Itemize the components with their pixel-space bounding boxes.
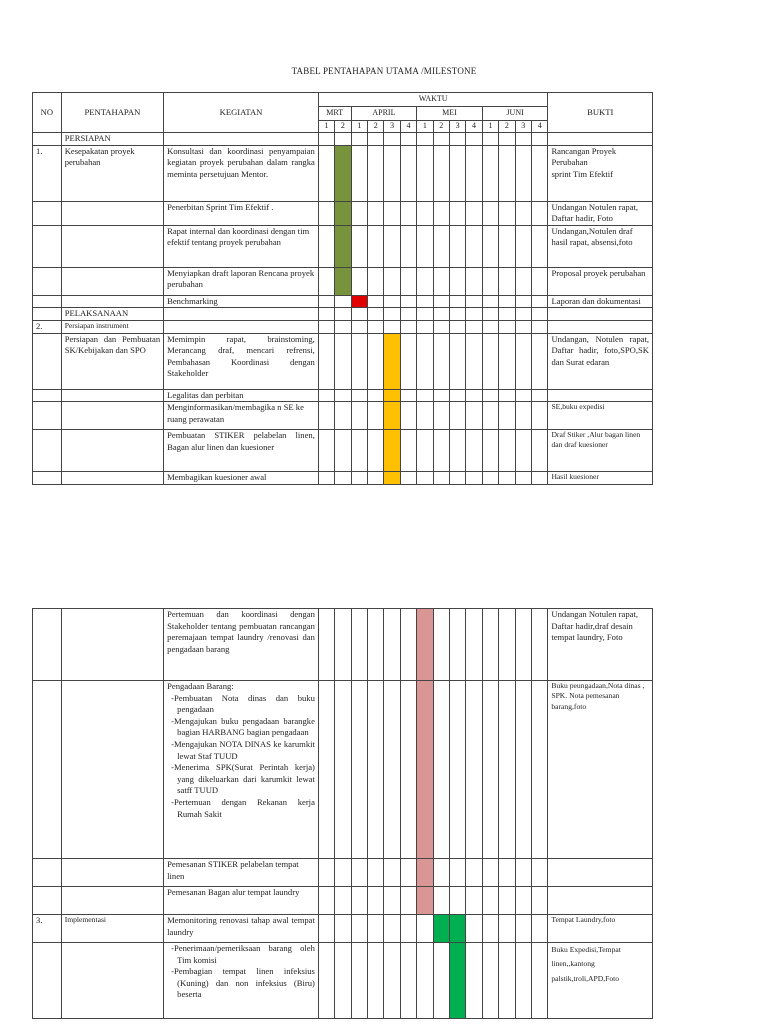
week-cell: 2 [499, 121, 515, 133]
evidence-cell: Buku peungadaan,Nota dinas , SPK. Nota pemesanan barang,foto [548, 681, 653, 859]
activity-cell: Pemesanan Bagan alur tempat laundry [164, 887, 319, 915]
gantt-bar [417, 859, 433, 887]
phase-cell: Persiapan dan Pembuatan SK/Kebijakan dan SPO [61, 333, 163, 389]
gantt-bar [417, 887, 433, 915]
gantt-bar [384, 472, 400, 485]
activity-cell: Pemesanan STIKER pelabelan tempat linen [164, 859, 319, 887]
milestone-table-2 [32, 608, 653, 1019]
week-cell: 1 [482, 121, 498, 133]
activity-cell: Menginformasikan/membagika n SE ke ruang perawatan [164, 402, 319, 430]
activity-cell: -Penerimaan/pemeriksaan barang oleh Tim komisi -Pembagian tempat linen infeksius (Kuning) dan non infeksius (Biru) beserta [164, 943, 319, 1019]
activity-cell: Pertemuan dan koordinasi dengan Stakeholder tentang pembuatan rancangan peremajaan tempat laundry /renovasi dan pengadaan barang [164, 609, 319, 681]
activity-cell: Memonitoring renovasi tahap awal tempat laundry [164, 915, 319, 943]
activity-cell: Pembuatan STIKER pelabelan linen, Bagan alur linen dan kuesioner [164, 430, 319, 472]
header-bukti: BUKTI [548, 93, 653, 133]
week-cell: 4 [531, 121, 548, 133]
week-cell: 3 [384, 121, 400, 133]
activity-cell: Menyiapkan draft laporan Rencana proyek perubahan [164, 267, 319, 295]
gantt-bar [335, 145, 351, 201]
section-persiapan: PERSIAPAN [61, 133, 163, 146]
row-number: 1. [33, 145, 62, 201]
gantt-bar [351, 295, 367, 308]
week-cell: 2 [335, 121, 351, 133]
gantt-bar [417, 609, 433, 681]
gantt-bar [384, 402, 400, 430]
week-cell: 4 [400, 121, 416, 133]
header-pentahapan: PENTAHAPAN [61, 93, 163, 133]
row-number: 3. [33, 915, 62, 943]
gantt-bar [384, 333, 400, 389]
week-cell: 2 [368, 121, 384, 133]
gantt-bar [450, 943, 466, 1019]
evidence-cell: SE,buku expedisi [548, 402, 653, 430]
week-cell: 1 [417, 121, 433, 133]
week-cell: 2 [433, 121, 449, 133]
activity-cell: Konsultasi dan koordinasi penyampaian kegiatan proyek perubahan dalam rangka meminta persetujuan Mentor. [164, 145, 319, 201]
gantt-bar [335, 201, 351, 225]
week-cell: 3 [449, 121, 465, 133]
month-juni: JUNI [482, 107, 548, 121]
week-cell: 1 [318, 121, 334, 133]
evidence-cell: Buku Expedisi,Tempat linen,,kantong palstik,troli,APD,Foto [548, 943, 653, 1019]
evidence-cell: Undangan Notulen rapat, Daftar hadir,draf desain tempat laundry, Foto [548, 609, 653, 681]
activity-cell: Benchmarking [164, 295, 319, 308]
milestone-table-1 [32, 92, 653, 485]
gantt-bar [384, 389, 400, 402]
header-kegiatan: KEGIATAN [164, 93, 319, 133]
evidence-cell: Undangan Notulen rapat, Daftar hadir, Foto [548, 201, 653, 225]
week-cell: 3 [515, 121, 531, 133]
evidence-cell: Tempat Laundry,foto [548, 915, 653, 943]
header-no: NO [33, 93, 62, 133]
activity-cell: Penerbitan Sprint Tim Efektif . [164, 201, 319, 225]
evidence-cell: Hasil kuesioner [548, 472, 653, 485]
evidence-cell: Undangan,Notulen draf hasil rapat, absensi,foto [548, 225, 653, 267]
month-mei: MEI [417, 107, 483, 121]
activity-cell: Rapat internal dan koordinasi dengan tim efektif tentang proyek perubahan [164, 225, 319, 267]
week-cell: 1 [351, 121, 367, 133]
gantt-bar [450, 915, 466, 943]
activity-cell: Membagikan kuesioner awal [164, 472, 319, 485]
month-april: APRIL [351, 107, 417, 121]
gantt-bar [335, 267, 351, 295]
phase-cell: Kesepakatan proyek perubahan [61, 145, 163, 201]
header-waktu: WAKTU [318, 93, 548, 107]
activity-cell: Legalitas dan perbitan [164, 389, 319, 402]
gantt-bar [335, 225, 351, 267]
activity-cell: Memimpin rapat, brainstoming, Merancang draf, mencari refrensi, Pembahasan Koordinasi dengan Stakeholder [164, 333, 319, 389]
row-number: 2. [33, 320, 62, 333]
gantt-bar [433, 915, 449, 943]
evidence-cell: Rancangan Proyek Perubahan sprint Tim Efektif [548, 145, 653, 201]
gantt-bar [417, 681, 433, 859]
phase-cell: Persiapan instrument [61, 320, 163, 333]
activity-cell: Pengadaan Barang: -Pembuatan Nota dinas dan buku pengadaan -Mengajukan buku pengadaan barangke bagian HARBANG bagian pengadaan -Mengajukan NOTA DINAS ke karumkit lewat Staf TUUD -Menerima SPK(Surat Perintah kerja) yang dikeluarkan dari karumkit lewat satff TUUD -Pertemuan dengan Rekanan kerja Rumah Sakit [164, 681, 319, 859]
page-title: TABEL PENTAHAPAN UTAMA /MILESTONE [291, 66, 477, 76]
month-mrt: MRT [318, 107, 351, 121]
section-pelaksanaan: PELAKSANAAN [61, 308, 163, 321]
evidence-cell: Undangan, Notulen rapat, Daftar hadir, foto,SPO,SK dan Surat edaran [548, 333, 653, 389]
week-cell: 4 [466, 121, 482, 133]
evidence-cell: Laporan dan dokumentasi [548, 295, 653, 308]
phase-cell: Implementasi [61, 915, 163, 943]
evidence-cell: Proposal proyek perubahan [548, 267, 653, 295]
evidence-cell: Draf Stiker ,Alur bagan linen dan draf kuesioner [548, 430, 653, 472]
gantt-bar [384, 430, 400, 472]
